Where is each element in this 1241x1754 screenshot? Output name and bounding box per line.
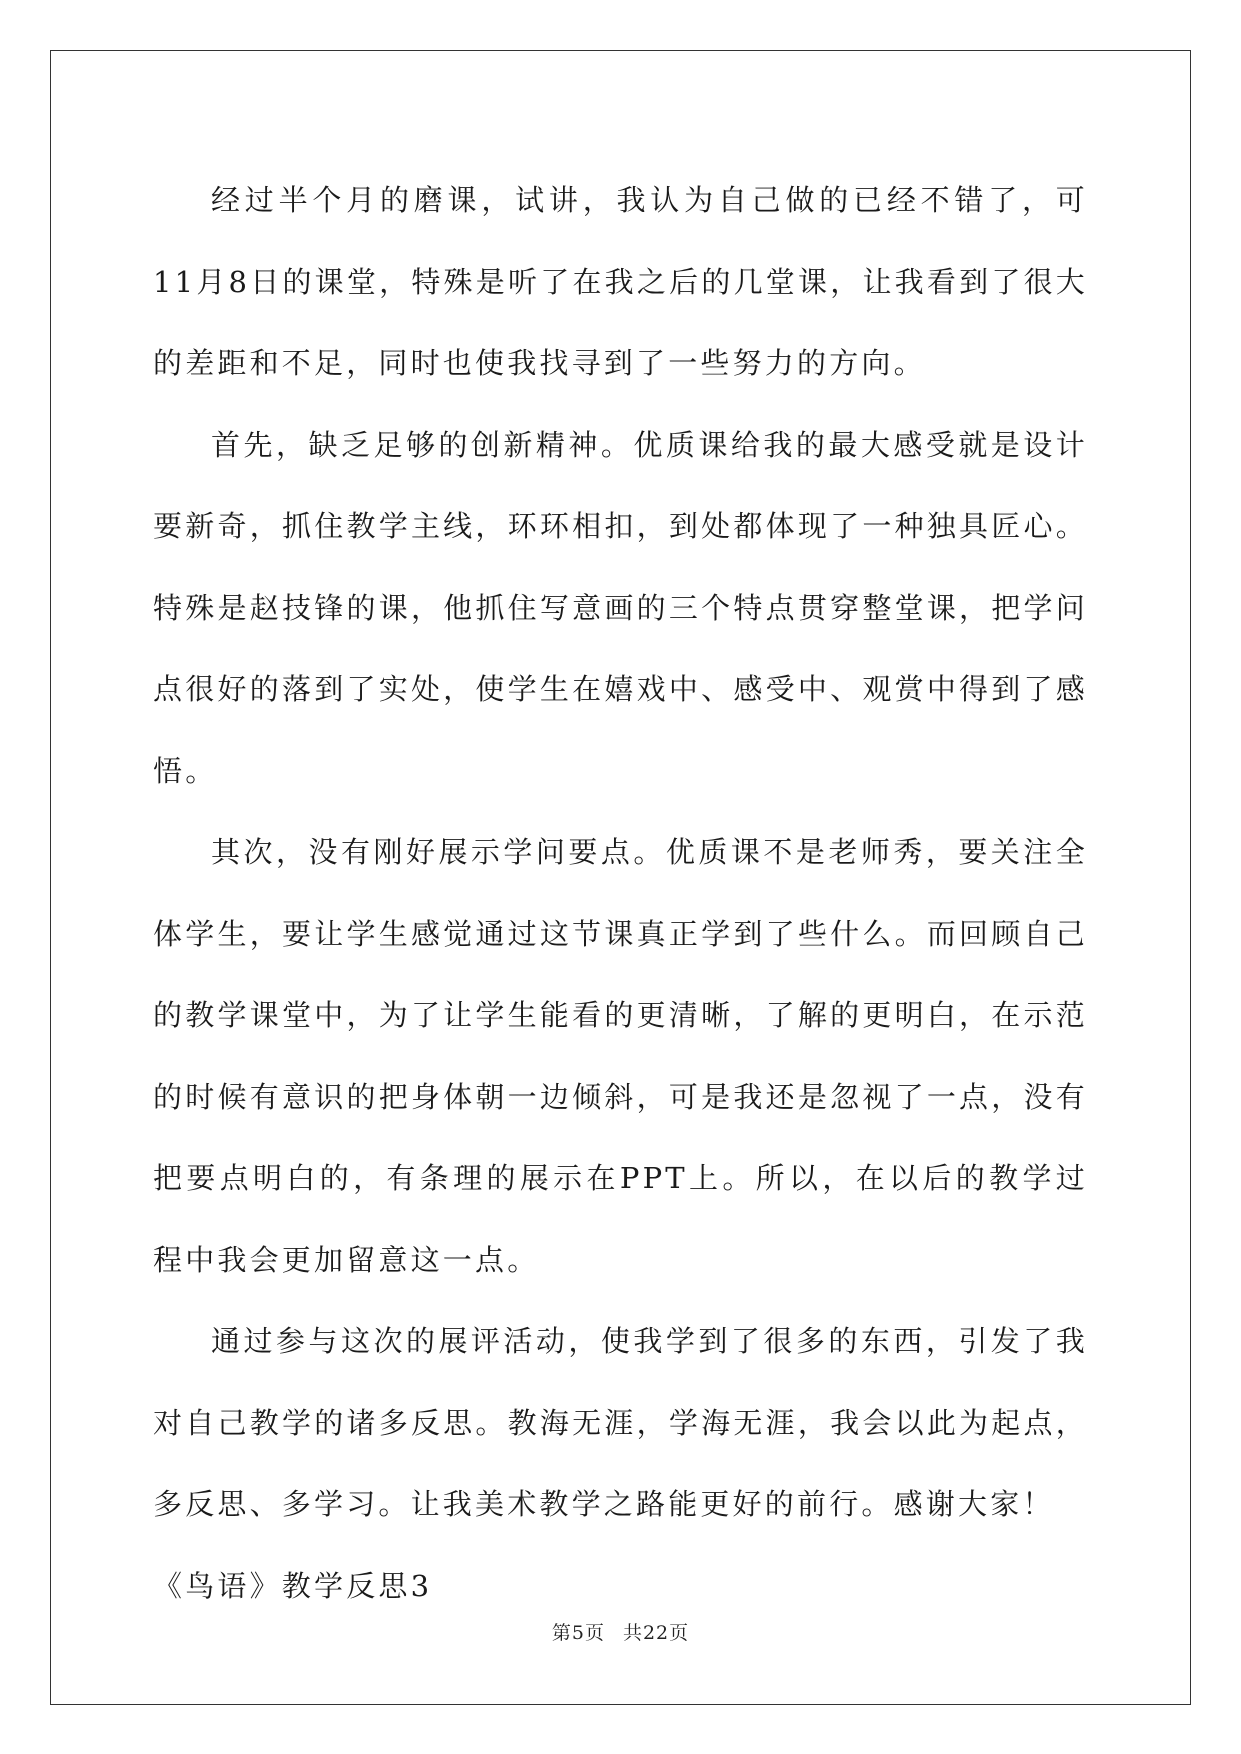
paragraph: 首先，缺乏足够的创新精神。优质课给我的最大感受就是设计要新奇，抓住教学主线，环环相扣，到处都体现了一种独具匠心。特殊是赵技锋的课，他抓住写意画的三个特点贯穿整堂课，把学问点很好的落到了实处，使学生在嬉戏中、感受中、观赏中得到了感悟。 <box>153 427 1088 788</box>
page-number: 第5页 <box>551 1622 605 1644</box>
paragraph: 经过半个月的磨课，试讲，我认为自己做的已经不错了，可11月8日的课堂，特殊是听了在我之后的几堂课，让我看到了很大的差距和不足，同时也使我找寻到了一些努力的方向。 <box>153 183 1088 380</box>
paragraph: 其次，没有刚好展示学问要点。优质课不是老师秀，要关注全体学生，要让学生感觉通过这节课真正学到了些什么。而回顾自己的教学课堂中，为了让学生能看的更清晰，了解的更明白，在示范的时候有意识的把身体朝一边倾斜，可是我还是忽视了一点，没有把要点明白的，有条理的展示在PPT上。所以，在以后的教学过程中我会更加留意这一点。 <box>153 835 1088 1277</box>
page-footer <box>0 1618 1241 1645</box>
section-heading: 《鸟语》教学反思3 <box>153 1568 433 1603</box>
paragraph: 通过参与这次的展评活动，使我学到了很多的东西，引发了我对自己教学的诸多反思。教海无涯，学海无涯，我会以此为起点，多反思、多学习。让我美术教学之路能更好的前行。感谢大家！ <box>153 1324 1088 1521</box>
document-body <box>153 160 1088 1627</box>
page-total: 共22页 <box>622 1622 690 1644</box>
